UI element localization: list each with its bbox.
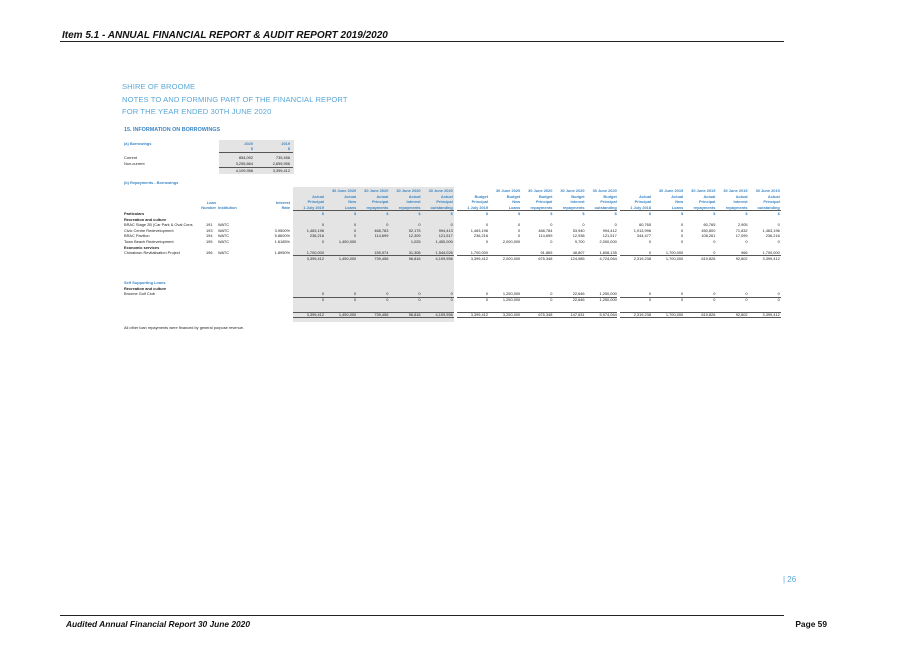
col-header-l2: Principal [471, 199, 488, 205]
subtotal-value: 3,399,412 [762, 255, 780, 261]
grand-total-value: 5,974,064 [599, 312, 617, 317]
self-total-value: 0 [777, 296, 780, 302]
loan-row-institution: WATC [218, 250, 230, 256]
loan-row-value: 0 [485, 238, 488, 244]
grand-total-value: 619,826 [701, 312, 716, 317]
col-header-date: 30 June 2020 [528, 188, 553, 193]
col-header-date: 30 June 2019 [691, 188, 716, 193]
loan-row-value: 966 [741, 250, 748, 256]
loan-row-value: 344,477 [636, 233, 651, 239]
loan-row-value: 71,832 [735, 227, 748, 233]
loan-row-value: 0 [777, 238, 780, 244]
loan-row-value: 0 [550, 222, 553, 228]
col-header-l1: Actual [767, 193, 780, 199]
loan-row-value: 0 [518, 233, 521, 239]
loan-row-value: 0 [648, 291, 651, 297]
loan-row-value: 0 [681, 291, 684, 297]
borrowings-unit-2020: $ [250, 146, 253, 151]
loan-row-value: 121,517 [438, 233, 453, 239]
loan-row-value: 0 [321, 222, 324, 228]
loan-row-value: 0 [550, 238, 553, 244]
loan-row-value: 0 [777, 222, 780, 228]
col-header-unit: $ [485, 211, 488, 216]
loan-row-value: 114,699 [374, 233, 389, 239]
subtotal-value: 4,724,064 [599, 255, 617, 261]
loan-row-value: 0 [745, 291, 748, 297]
repayments-footnote: All other loan repayments were financed by general purpose revenue. [124, 325, 245, 330]
col-header-l2: New [348, 199, 357, 205]
loan-row-value: 53,940 [572, 227, 585, 233]
borrowings-heading: (a) Borrowings [124, 141, 152, 146]
loan-row-value: 31,308 [408, 250, 421, 256]
loan-row-value: 1,700,000 [470, 250, 488, 256]
loan-row-value: 0 [450, 222, 453, 228]
subtotal-value: 124,985 [570, 255, 585, 261]
report-org: SHIRE OF BROOME [122, 82, 196, 91]
loan-row-label: Civic Centre Redevelopment [124, 227, 174, 233]
grand-total-value: 4,109,956 [435, 312, 453, 317]
col-header-date: 30 June 2019 [658, 188, 684, 193]
loan-row-institution: WATC [218, 227, 230, 233]
loan-row-value: 0 [550, 291, 553, 297]
col-header-l3: 1 July 2018 [630, 204, 651, 210]
col-header-l2: Principal [371, 199, 389, 205]
col-header-l2: Principal [634, 199, 651, 205]
borrowings-rule-top [219, 152, 293, 153]
col-header-l3: Loans [671, 204, 684, 210]
col-header-l1: Actual [408, 193, 421, 199]
self-total-value: 0 [485, 296, 488, 302]
footer-page-number: Page 59 [795, 619, 827, 629]
borrowings-col-2019: 2019 [281, 141, 290, 146]
loan-row-value: 108,261 [701, 233, 716, 239]
hdr-institution: Institution [218, 205, 237, 210]
col-header-date: 30 June 2019 [723, 188, 748, 193]
loan-row-institution: WATC [218, 222, 230, 228]
loan-row-value: 236,216 [309, 233, 324, 239]
col-header-unit: $ [648, 211, 651, 216]
col-header-unit: $ [450, 211, 453, 216]
col-header-l1: Actual [735, 193, 748, 199]
col-header-l2: Principal [535, 199, 553, 205]
loan-row-value: 0 [713, 291, 716, 297]
loan-row-value: 1,700,000 [665, 250, 684, 256]
subtotal-value: 1,450,000 [338, 255, 357, 261]
loan-row-value: 60,765 [639, 222, 651, 228]
loan-row-value: 994,413 [438, 227, 453, 233]
loan-row-value: 2,000,000 [502, 238, 521, 244]
borrowings-total-2020: 4,109,956 [235, 168, 253, 173]
report-period: FOR THE YEAR ENDED 30TH JUNE 2020 [122, 107, 272, 116]
self-total-value: 0 [450, 296, 453, 302]
loan-row-value: 0 [450, 291, 453, 297]
col-header-date: 30 June 2020 [592, 188, 617, 193]
col-header-l3: Loans [508, 204, 521, 210]
loan-row-value: 1,463,196 [762, 227, 780, 233]
col-header-unit: $ [745, 211, 748, 216]
loan-row-value: 114,699 [538, 233, 553, 239]
col-header-unit: $ [386, 211, 389, 216]
col-header-date: 30 June 2020 [331, 188, 357, 193]
col-header-unit: $ [614, 211, 617, 216]
loan-row-value: 450,800 [701, 227, 716, 233]
loan-row-value: 1,913,996 [633, 227, 651, 233]
col-header-l3: repayments [530, 204, 553, 210]
col-header-l2: Principal [600, 199, 617, 205]
loan-row-value: 0 [518, 227, 521, 233]
loan-row-value: 0 [713, 238, 716, 244]
grand-total-value: 1,450,000 [338, 312, 357, 317]
self-total-value: 22,646 [572, 296, 585, 302]
loan-row-rate: 5.8600% [274, 233, 290, 239]
loan-row-value: 0 [681, 233, 684, 239]
loan-row-value: 0 [713, 250, 716, 256]
self-total-value: 0 [713, 296, 716, 302]
loan-row-value: 236,216 [473, 233, 488, 239]
col-header-l3: outstanding [594, 204, 617, 210]
col-header-unit: $ [777, 211, 780, 216]
col-header-l1: Budget [506, 193, 521, 199]
loan-row-value: 0 [485, 222, 488, 228]
loan-row-value: 0 [354, 227, 357, 233]
loan-row-value: 0 [681, 222, 684, 228]
loan-row-value: 1,250,000 [599, 291, 617, 297]
col-header-l1: Actual [703, 193, 716, 199]
loan-row-value: 0 [354, 222, 357, 228]
subtotal-value: 1,700,000 [665, 255, 684, 261]
loan-row-value: 9,700 [574, 238, 585, 244]
loan-row-label: Town Beach Redevelopment [124, 238, 174, 244]
subtotal-value: 3,399,412 [470, 255, 488, 261]
loan-row-value: 994,412 [602, 227, 617, 233]
total-rule [293, 317, 454, 318]
col-header-l3: Loans [344, 204, 357, 210]
total-rule [457, 317, 617, 318]
grand-total-value: 3,399,412 [762, 312, 780, 317]
subtotal-value: 92,802 [735, 255, 748, 261]
page-marker: | 26 [783, 575, 797, 584]
header-underline [457, 210, 617, 211]
col-header-l1: Actual [671, 193, 684, 199]
col-header-l1: Budget [474, 193, 488, 199]
col-header-date: 30 June 2020 [560, 188, 585, 193]
col-header-l1: Actual [639, 193, 651, 199]
grand-total-value: 675,348 [538, 312, 553, 317]
loan-row-value: 0 [354, 291, 357, 297]
self-supporting-category: Recreation and culture [124, 285, 167, 291]
loan-row-number: 196 [206, 250, 213, 256]
col-header-l2: Principal [763, 199, 780, 205]
subtotal-value: 2,319,238 [633, 255, 651, 261]
loan-row-rate: 1.8950% [274, 250, 290, 256]
hdr-interest: Interest [275, 200, 290, 205]
self-total-value: 0 [550, 296, 553, 302]
loan-row-value: 1,025 [410, 238, 421, 244]
col-header-l1: Actual [376, 193, 389, 199]
self-total-value: 0 [418, 296, 421, 302]
loan-row-value: 0 [648, 238, 651, 244]
loan-row-rate: 1.6185% [274, 238, 290, 244]
borrowings-row-value: 3,255,864 [235, 160, 253, 166]
grand-total-value: 3,250,000 [502, 312, 521, 317]
col-header-l1: Budget [603, 193, 617, 199]
loan-row-value: 0 [745, 238, 748, 244]
grand-total-value: 147,631 [570, 312, 585, 317]
loan-row-value: 0 [681, 227, 684, 233]
loan-row-value: 0 [614, 222, 617, 228]
hdr-number: Number [201, 205, 216, 210]
col-header-l1: Actual [344, 193, 357, 199]
grand-total-value: 2,319,238 [633, 312, 651, 317]
self-total-value: 0 [681, 296, 684, 302]
col-header-l3: outstanding [757, 204, 780, 210]
col-header-l3: repayments [725, 204, 748, 210]
report-subtitle: NOTES TO AND FORMING PART OF THE FINANCIAL REPORT [122, 95, 348, 104]
col-header-unit: $ [713, 211, 716, 216]
borrowings-row-label: Current [124, 155, 137, 160]
category-recreation: Recreation and culture [124, 216, 167, 222]
hdr-particulars: Particulars [124, 211, 145, 216]
col-header-l2: Interest [570, 199, 585, 205]
footer-rule [60, 615, 784, 616]
col-header-l3: repayments [562, 204, 585, 210]
grand-total-value: 3,399,412 [306, 312, 324, 317]
hdr-loan: Loan [206, 200, 216, 205]
subtotal-value: 4,109,956 [435, 255, 453, 261]
header-rule [60, 41, 784, 42]
col-header-l2: Interest [406, 199, 421, 205]
loan-row-value: 1,608,135 [599, 250, 617, 256]
col-header-date: 30 June 2020 [495, 188, 521, 193]
borrowings-row-value: 2,659,956 [272, 160, 290, 166]
subtotal-value: 3,399,412 [306, 255, 324, 261]
col-header-date: 30 June 2020 [364, 188, 389, 193]
col-header-date: 30 June 2020 [428, 188, 453, 193]
loan-row-value: 0 [418, 291, 421, 297]
col-header-l1: Budget [538, 193, 553, 199]
loan-row-number: 193 [206, 227, 213, 233]
col-header-unit: $ [418, 211, 421, 216]
col-header-unit: $ [354, 211, 357, 216]
col-header-l2: New [675, 199, 684, 205]
subtotal-value: 2,000,000 [502, 255, 521, 261]
page-header-title: Item 5.1 - ANNUAL FINANCIAL REPORT & AUDIT REPORT 2019/2020 [62, 30, 388, 41]
col-header-l2: Principal [436, 199, 453, 205]
subtotal-value: 96,816 [408, 255, 421, 261]
loan-row-label: Broome Golf Club [124, 291, 155, 297]
borrowings-row-label: Non-current [124, 160, 145, 166]
loan-row-value: 1,700,000 [306, 250, 324, 256]
loan-row-value: 0 [386, 222, 389, 228]
loan-row-value: 236,216 [765, 233, 780, 239]
col-header-date: 30 June 2019 [755, 188, 780, 193]
col-header-l1: Budget [571, 193, 585, 199]
loan-row-value: 121,517 [602, 233, 617, 239]
self-total-value: 0 [648, 296, 651, 302]
loan-row-label: BRAC Pavilion [124, 233, 150, 239]
loan-row-value: 22,646 [572, 291, 585, 297]
loan-row-value: 1,544,026 [435, 250, 453, 256]
col-header-date: 30 June 2020 [396, 188, 421, 193]
self-total-value: 1,250,000 [599, 296, 617, 302]
loan-row-number: 195 [206, 238, 213, 244]
col-header-l3: repayments [366, 204, 389, 210]
loan-row-label: BRAC Stage 2B (Car Park & Oval Cons [124, 222, 193, 228]
col-header-l3: outstanding [430, 204, 453, 210]
loan-row-value: 1,450,000 [435, 238, 453, 244]
self-supporting-heading: Self Supporting Loans [124, 280, 166, 285]
loan-row-value: 91,865 [540, 250, 553, 256]
self-total-value: 1,250,000 [502, 296, 521, 302]
loan-row-value: 2,000,000 [599, 238, 617, 244]
self-total-value: 0 [386, 296, 389, 302]
self-total-value: 0 [321, 296, 324, 302]
col-header-l3: repayments [398, 204, 421, 210]
loan-row-value: 0 [518, 222, 521, 228]
loan-row-value: 2,905 [737, 222, 748, 228]
grand-total-value: 739,456 [374, 312, 389, 317]
loan-row-value: 12,309 [408, 233, 421, 239]
footer-title: Audited Annual Financial Report 30 June 2020 [66, 619, 250, 629]
note-title: 15. INFORMATION ON BORROWINGS [124, 127, 221, 133]
loan-row-label: Chinatown Revitalisation Project [124, 250, 180, 256]
col-header-l2: Interest [733, 199, 748, 205]
grand-total-value: 3,399,412 [470, 312, 488, 317]
loan-row-value: 0 [321, 238, 324, 244]
loan-row-institution: WATC [218, 238, 230, 244]
loan-row-value: 1,700,000 [762, 250, 780, 256]
subtotal-value: 739,456 [374, 255, 389, 261]
subtotal-value: 675,348 [538, 255, 553, 261]
loan-row-value: 0 [418, 222, 421, 228]
col-header-l3: 1 July 2019 [303, 204, 324, 210]
col-header-l2: Principal [698, 199, 716, 205]
loan-row-value: 1,463,196 [306, 227, 324, 233]
header-underline [293, 210, 454, 211]
self-total-value: 0 [745, 296, 748, 302]
loan-row-value: 468,784 [538, 227, 553, 233]
loan-row-value: 0 [386, 291, 389, 297]
loan-row-value: 1,463,196 [470, 227, 488, 233]
loan-row-value: 0 [354, 233, 357, 239]
borrowings-col-2020: 2020 [244, 141, 253, 146]
header-underline [620, 210, 781, 211]
grand-total-value: 92,802 [735, 312, 748, 317]
col-header-unit: $ [582, 211, 585, 216]
grand-total-value: 1,700,000 [665, 312, 684, 317]
col-header-l3: 1 July 2019 [467, 204, 488, 210]
loan-row-value: 0 [321, 291, 324, 297]
col-header-l2: New [512, 199, 521, 205]
col-header-unit: $ [321, 211, 324, 216]
loan-row-value: 155,974 [374, 250, 389, 256]
col-header-unit: $ [550, 211, 553, 216]
col-header-unit: $ [518, 211, 521, 216]
loan-row-value: 0 [777, 291, 780, 297]
col-header-l3: repayments [693, 204, 716, 210]
loan-row-value: 1,250,000 [502, 291, 521, 297]
col-header-unit: $ [681, 211, 684, 216]
loan-row-value: 0 [648, 250, 651, 256]
loan-row-value: 468,783 [374, 227, 389, 233]
col-header-l1: Actual [440, 193, 453, 199]
loan-row-value: 52,175 [408, 227, 421, 233]
col-header-l2: Principal [307, 199, 324, 205]
repayments-heading: (b) Repayments - Borrowings [124, 180, 179, 185]
hdr-rate: Rate [281, 205, 290, 210]
loan-row-value: 17,099 [735, 233, 748, 239]
col-header-l1: Actual [312, 193, 324, 199]
loan-row-value: 0 [582, 222, 585, 228]
category-economic: Economic services [124, 244, 160, 250]
loan-row-value: 0 [485, 291, 488, 297]
loan-row-value: 1,450,000 [338, 238, 357, 244]
loan-row-number: 194 [206, 233, 213, 239]
borrowings-row-value: 739,456 [275, 155, 290, 160]
loan-row-number: 191 [206, 222, 213, 228]
self-total-value: 0 [354, 296, 357, 302]
total-rule [620, 317, 781, 318]
loan-row-rate: 3.9500% [274, 227, 290, 233]
borrowings-total-2019: 3,399,412 [272, 168, 290, 173]
loan-row-value: 60,765 [703, 222, 716, 228]
loan-row-value: 48,807 [572, 250, 585, 256]
borrowings-unit-2019: $ [287, 146, 290, 151]
borrowings-row-value: 854,092 [238, 155, 253, 160]
subtotal-value: 619,826 [701, 255, 716, 261]
grand-total-value: 96,816 [408, 312, 421, 317]
loan-row-value: 12,938 [572, 233, 585, 239]
loan-row-institution: WATC [218, 233, 230, 239]
loan-row-value: 0 [681, 238, 684, 244]
